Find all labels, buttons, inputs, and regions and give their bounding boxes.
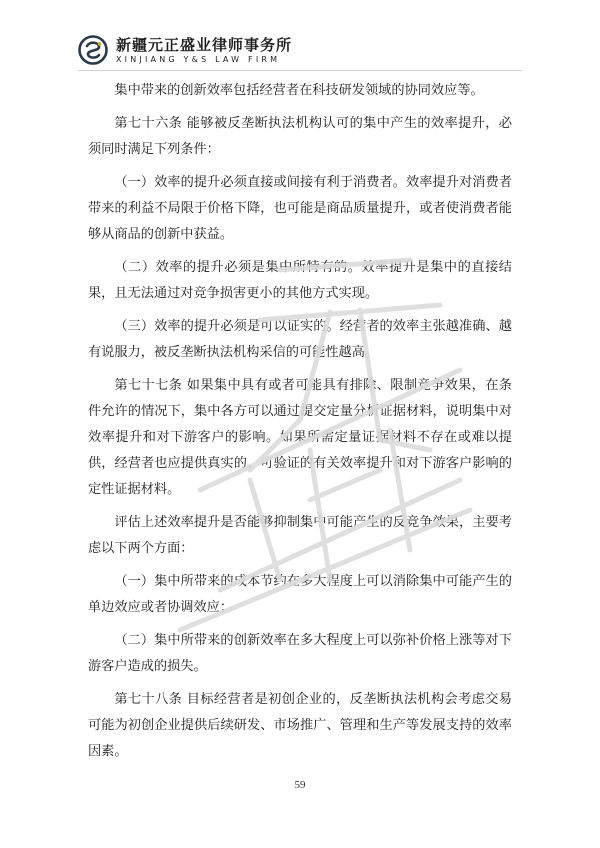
paragraph: 第七十六条 能够被反垄断执法机构认可的集中产生的效率提升，必须同时满足下列条件： — [88, 116, 512, 157]
firm-name-en: XINJIANG Y&S LAW FIRM — [116, 54, 281, 64]
yuanzheng-logo-icon — [78, 35, 108, 65]
page-number: 59 — [294, 779, 306, 791]
paragraph: （二）集中所带来的创新效率在多大程度上可以弥补价格上涨等对下游客户造成的损失。 — [88, 633, 512, 674]
firm-brand — [116, 36, 292, 65]
paragraph: （一）集中所带来的成本节约在多大程度上可以消除集中可能产生的单边效应或者协调效应； — [88, 574, 512, 615]
paragraph: 第七十七条 如果集中具有或者可能具有排除、限制竞争效果，在条件允许的情况下，集中各方可以通过提交定量分析证据材料，说明集中对效率提升和对下游客户的影响。如果所需定量证据材料不存在或难以提供，经营者也应提供真实的、可验证的有关效率提升和对下游客户影响的定性证据材料。 — [88, 378, 512, 497]
page-header — [78, 30, 292, 70]
paragraph: （一）效率的提升必须直接或间接有利于消费者。效率提升对消费者带来的利益不局限于价格下降，也可能是商品质量提升，或者使消费者能够从商品的创新中获益。 — [88, 175, 512, 242]
paragraph: （三）效率的提升必须是可以证实的。经营者的效率主张越准确、越有说服力，被反垄断执法机构采信的可能性越高。 — [88, 319, 512, 360]
header-divider — [78, 70, 522, 71]
paragraph: （二）效率的提升必须是集中所特有的。效率提升是集中的直接结果，且无法通过对竞争损害更小的其他方式实现。 — [88, 260, 512, 301]
document-body — [88, 78, 512, 772]
paragraph: 评估上述效率提升是否能够抑制集中可能产生的反竞争效果，主要考虑以下两个方面： — [88, 515, 512, 556]
paragraph: 集中带来的创新效率包括经营者在科技研发领域的协同效应等。 — [114, 83, 484, 98]
paragraph: 第七十八条 目标经营者是初创企业的，反垄断执法机构会考虑交易可能为初创企业提供后续研发、市场推广、管理和生产等发展支持的效率因素。 — [88, 692, 512, 759]
firm-name-cn: 新疆元正盛业律师事务所 — [116, 35, 293, 54]
